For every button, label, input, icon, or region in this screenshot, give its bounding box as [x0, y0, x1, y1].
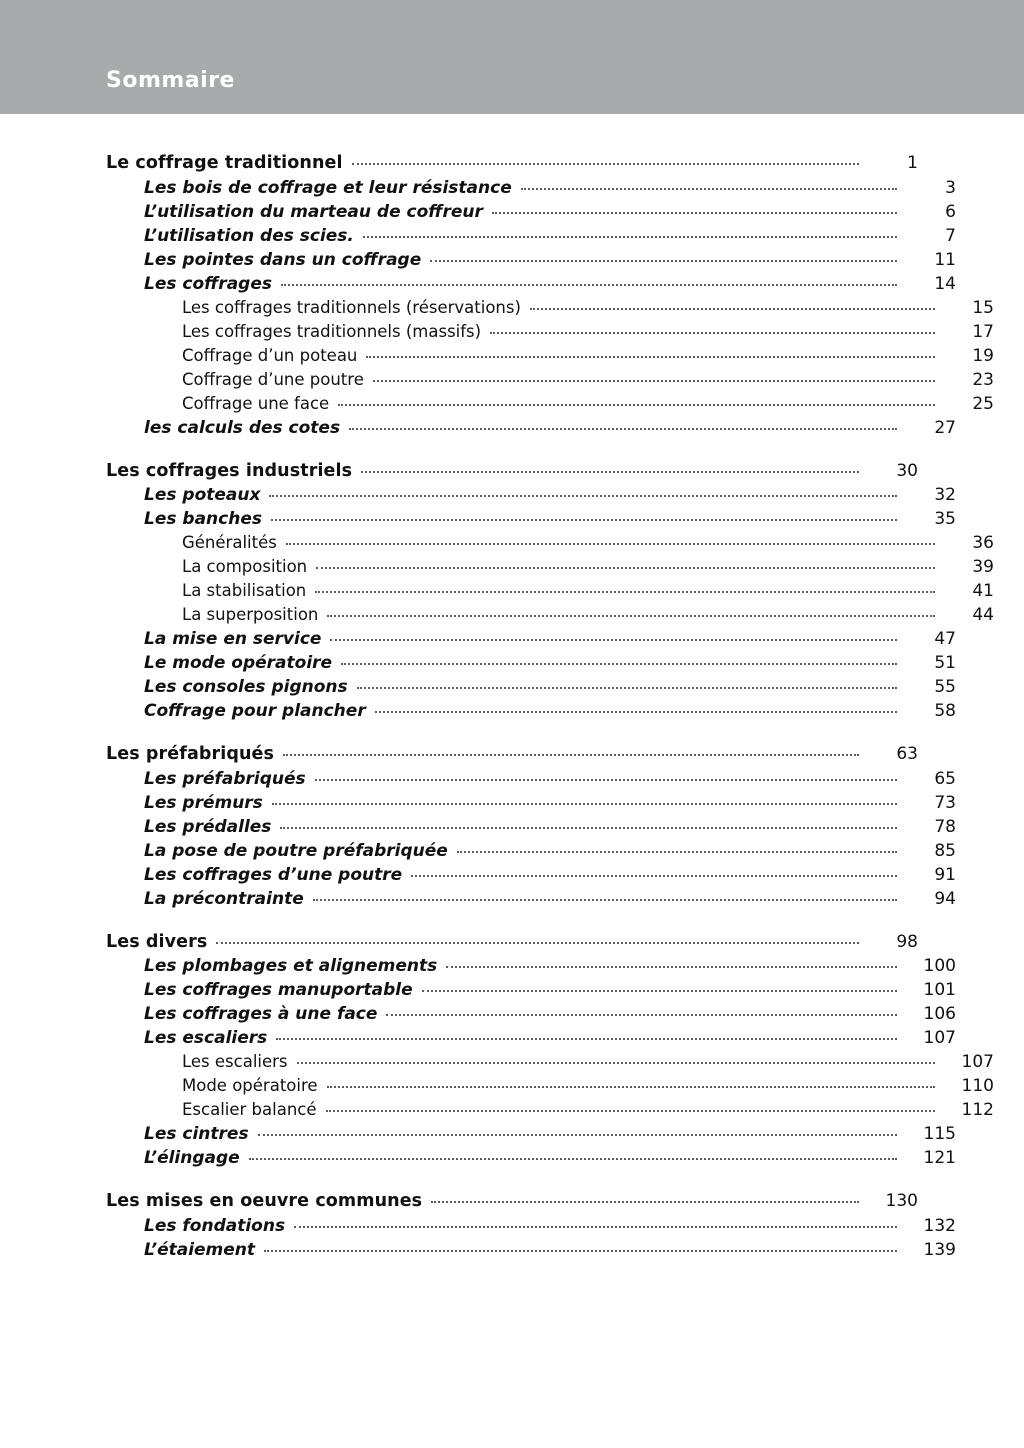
toc-entry[interactable] — [106, 746, 918, 764]
toc-leader-dots — [286, 543, 935, 545]
toc-entry[interactable] — [144, 768, 956, 789]
toc-entry[interactable] — [144, 631, 956, 648]
toc-entry[interactable] — [144, 1150, 956, 1167]
toc-entry[interactable] — [182, 559, 994, 576]
toc-leader-dots — [431, 1201, 859, 1203]
toc-entry-page-number: 112 — [961, 1100, 994, 1120]
toc-leader-dots — [422, 990, 897, 992]
toc-leader-dots — [457, 851, 897, 853]
toc-entry-label: Mode opératoire — [182, 1076, 318, 1095]
toc-entry-label: Les consoles pignons — [144, 677, 348, 697]
toc-entry-page-number: 15 — [972, 297, 994, 318]
toc-entry-page-number: 101 — [923, 980, 956, 1000]
toc-leader-dots — [375, 711, 897, 713]
toc-entry-label: La composition — [182, 557, 308, 576]
toc-entry[interactable] — [182, 321, 994, 342]
toc-entry-page-number: 106 — [923, 1004, 956, 1024]
toc-entry-page-number: 107 — [923, 1028, 956, 1048]
toc-leader-dots — [283, 754, 859, 756]
toc-leader-dots — [490, 332, 935, 334]
toc-entry[interactable] — [182, 1078, 994, 1095]
toc-entry[interactable] — [144, 249, 956, 270]
toc-entry-label: Les coffrages — [144, 273, 272, 294]
toc-entry-label: Coffrage une face — [182, 393, 330, 413]
toc-leader-dots — [366, 356, 935, 358]
toc-leader-dots — [330, 639, 897, 641]
toc-entry-label: Les bois de coffrage et leur résistance — [144, 177, 512, 198]
toc-entry-label: La mise en service — [144, 629, 322, 649]
toc-entry-page-number: 32 — [934, 485, 956, 505]
toc-entry-page-number: 121 — [923, 1148, 956, 1168]
toc-leader-dots — [258, 1134, 897, 1136]
toc-entry-label: Les poteaux — [144, 485, 261, 505]
toc-entry[interactable] — [182, 607, 994, 624]
toc-leader-dots — [315, 591, 935, 593]
toc-entry-page-number: 65 — [934, 768, 956, 789]
toc-entry[interactable] — [144, 655, 956, 672]
toc-entry-label: L’étaiement — [144, 1239, 256, 1260]
toc-group — [106, 460, 994, 721]
toc-entry-label: Les prédalles — [144, 816, 272, 837]
toc-entry-page-number: 7 — [945, 225, 956, 246]
toc-entry-page-number: 25 — [972, 393, 994, 414]
toc-entry-page-number: 55 — [934, 677, 956, 697]
toc-entry-page-number: 44 — [972, 605, 994, 625]
toc-entry[interactable] — [106, 460, 918, 481]
toc-entry-label: L’élingage — [144, 1148, 240, 1168]
toc-entry-label: Les fondations — [144, 1215, 286, 1236]
toc-leader-dots — [492, 212, 897, 214]
toc-entry[interactable] — [144, 816, 956, 837]
toc-entry-page-number: 115 — [923, 1124, 956, 1144]
toc-entry[interactable] — [144, 888, 956, 909]
toc-entry[interactable] — [144, 982, 956, 999]
toc-leader-dots — [327, 1086, 935, 1088]
toc-entry-label: Les cintres — [144, 1124, 249, 1144]
toc-entry-page-number: 130 — [885, 1191, 918, 1211]
toc-entry[interactable] — [144, 1239, 956, 1260]
toc-entry-page-number: 6 — [945, 201, 956, 222]
toc-entry-page-number: 78 — [934, 816, 956, 837]
toc-entry-page-number: 100 — [923, 956, 956, 976]
toc-entry[interactable] — [182, 345, 994, 366]
toc-group — [106, 744, 956, 909]
toc-entry[interactable] — [106, 1193, 918, 1211]
toc-entry-page-number: 85 — [934, 840, 956, 861]
toc-leader-dots — [357, 687, 897, 689]
toc-leader-dots — [446, 966, 897, 968]
toc-entry-label: L’utilisation des scies. — [144, 225, 354, 246]
toc-entry-page-number: 39 — [972, 557, 994, 577]
toc-leader-dots — [386, 1014, 897, 1016]
toc-entry-page-number: 3 — [945, 177, 956, 198]
toc-leader-dots — [521, 188, 897, 190]
toc-leader-dots — [352, 163, 859, 165]
toc-entry-page-number: 51 — [934, 653, 956, 673]
toc-entry[interactable] — [144, 225, 956, 246]
toc-leader-dots — [315, 779, 897, 781]
toc-entry[interactable] — [182, 535, 994, 552]
toc-group — [106, 153, 994, 438]
toc-entry-label: Les divers — [106, 931, 208, 952]
toc-entry-label: La superposition — [182, 605, 319, 624]
table-of-contents — [106, 153, 994, 1260]
toc-entry-label: Le mode opératoire — [144, 653, 333, 673]
toc-entry-label: La précontrainte — [144, 888, 304, 909]
toc-entry-page-number: 19 — [972, 345, 994, 366]
toc-entry-label: Les coffrages manuportable — [144, 980, 413, 1000]
toc-entry[interactable] — [182, 1102, 994, 1119]
toc-entry-page-number: 110 — [961, 1076, 994, 1096]
toc-leader-dots — [326, 1110, 935, 1112]
toc-leader-dots — [276, 1038, 897, 1040]
toc-entry[interactable] — [144, 864, 956, 885]
toc-entry-label: Les escaliers — [144, 1028, 268, 1048]
toc-leader-dots — [272, 803, 897, 805]
toc-entry[interactable] — [106, 155, 918, 173]
toc-entry-label: La pose de poutre préfabriquée — [144, 840, 448, 861]
toc-group — [106, 931, 994, 1168]
toc-entry[interactable] — [144, 273, 956, 294]
toc-entry[interactable] — [144, 1215, 956, 1236]
toc-leader-dots — [327, 615, 935, 617]
toc-entry[interactable] — [144, 511, 956, 528]
toc-entry-page-number: 63 — [896, 744, 918, 764]
toc-entry-page-number: 36 — [972, 533, 994, 553]
toc-entry-label: Coffrage pour plancher — [144, 701, 366, 721]
toc-leader-dots — [280, 827, 897, 829]
toc-leader-dots — [363, 236, 897, 238]
toc-entry-label: Les préfabriqués — [106, 744, 275, 764]
toc-leader-dots — [269, 495, 897, 497]
toc-entry[interactable] — [182, 393, 994, 414]
toc-leader-dots — [338, 404, 935, 406]
toc-leader-dots — [216, 942, 859, 944]
toc-entry-label: Les prémurs — [144, 792, 263, 813]
toc-entry[interactable] — [144, 201, 956, 222]
toc-entry-label: Généralités — [182, 533, 277, 552]
toc-entry-label: Les escaliers — [182, 1052, 288, 1071]
toc-entry[interactable] — [144, 958, 956, 975]
toc-leader-dots — [411, 875, 897, 877]
header-band — [0, 0, 1024, 114]
toc-entry-label: Coffrage d’une poutre — [182, 369, 364, 389]
toc-entry-page-number: 139 — [923, 1239, 956, 1260]
toc-entry-page-number: 58 — [934, 701, 956, 721]
toc-entry-page-number: 1 — [907, 153, 918, 173]
toc-entry[interactable] — [144, 703, 956, 720]
toc-entry-page-number: 91 — [934, 864, 956, 885]
toc-entry-label: Les coffrages d’une poutre — [144, 864, 403, 885]
toc-entry[interactable] — [144, 487, 956, 504]
toc-entry[interactable] — [182, 1054, 994, 1071]
toc-entry[interactable] — [182, 297, 994, 318]
toc-leader-dots — [361, 471, 859, 473]
toc-entry-page-number: 35 — [934, 509, 956, 529]
toc-entry[interactable] — [144, 1030, 956, 1047]
toc-leader-dots — [297, 1062, 935, 1064]
toc-entry-label: Coffrage d’un poteau — [182, 345, 358, 365]
toc-entry-label: Les coffrages à une face — [144, 1004, 378, 1024]
toc-entry-label: L’utilisation du marteau de coffreur — [144, 201, 483, 222]
toc-entry-page-number: 107 — [961, 1052, 994, 1072]
toc-leader-dots — [264, 1250, 897, 1252]
toc-entry[interactable] — [144, 679, 956, 696]
page-title: Sommaire — [106, 68, 235, 93]
toc-entry[interactable] — [106, 931, 918, 952]
toc-leader-dots — [281, 284, 897, 286]
toc-leader-dots — [313, 899, 897, 901]
toc-leader-dots — [373, 380, 935, 382]
toc-entry[interactable] — [182, 583, 994, 600]
toc-leader-dots — [316, 567, 935, 569]
toc-entry-label: Les plombages et alignements — [144, 956, 438, 976]
toc-leader-dots — [249, 1158, 897, 1160]
toc-entry[interactable] — [144, 1126, 956, 1143]
toc-entry-page-number: 132 — [923, 1215, 956, 1236]
toc-entry[interactable] — [144, 417, 956, 438]
toc-entry-label: Les mises en oeuvre communes — [106, 1191, 423, 1211]
toc-entry-label: Le coffrage traditionnel — [106, 153, 343, 173]
toc-entry-page-number: 11 — [934, 249, 956, 270]
toc-group — [106, 1191, 956, 1260]
toc-leader-dots — [271, 519, 897, 521]
toc-leader-dots — [430, 260, 897, 262]
toc-entry-page-number: 47 — [934, 629, 956, 649]
toc-entry[interactable] — [144, 840, 956, 861]
toc-leader-dots — [349, 428, 897, 430]
toc-entry-label: Les banches — [144, 509, 262, 529]
toc-entry[interactable] — [144, 1006, 956, 1023]
toc-entry-label: Les coffrages traditionnels (massifs) — [182, 321, 482, 341]
toc-entry-label: Les préfabriqués — [144, 768, 306, 789]
toc-entry[interactable] — [182, 369, 994, 390]
toc-entry-label: La stabilisation — [182, 581, 307, 600]
toc-entry[interactable] — [144, 792, 956, 813]
toc-entry-page-number: 30 — [896, 460, 918, 481]
toc-entry-page-number: 14 — [934, 273, 956, 294]
toc-entry-page-number: 73 — [934, 792, 956, 813]
toc-entry-label: Les pointes dans un coffrage — [144, 249, 422, 270]
toc-entry-page-number: 27 — [934, 417, 956, 438]
toc-leader-dots — [530, 308, 935, 310]
toc-entry-page-number: 98 — [896, 931, 918, 952]
toc-entry-label: Escalier balancé — [182, 1100, 317, 1119]
toc-entry-page-number: 41 — [972, 581, 994, 601]
toc-entry-label: Les coffrages industriels — [106, 460, 353, 481]
toc-entry-label: Les coffrages traditionnels (réservations) — [182, 297, 521, 317]
toc-entry-page-number: 94 — [934, 888, 956, 909]
toc-leader-dots — [341, 663, 897, 665]
toc-entry-page-number: 23 — [972, 369, 994, 390]
toc-entry-label: les calculs des cotes — [144, 417, 341, 438]
toc-entry-page-number: 17 — [972, 321, 994, 342]
toc-entry[interactable] — [144, 177, 956, 198]
toc-leader-dots — [294, 1226, 897, 1228]
